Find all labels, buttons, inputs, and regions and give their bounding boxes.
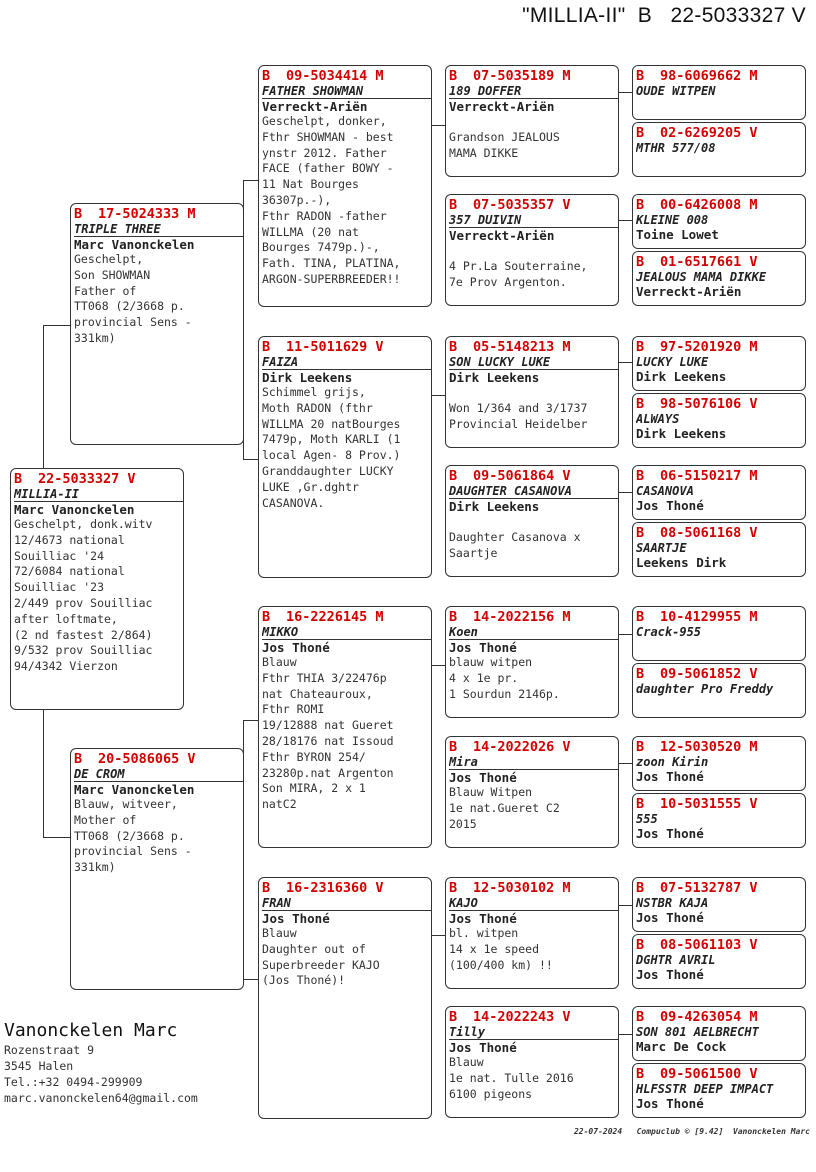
info-line: bl. witpen: [449, 926, 519, 940]
owner: Marc De Cock: [636, 1039, 727, 1054]
owner: Jos Thoné: [636, 769, 704, 784]
info-line: [449, 385, 615, 401]
info-line: Fthr ROMI: [262, 702, 325, 717]
connector: [243, 720, 259, 850]
sex-code: B: [636, 666, 645, 682]
pigeon-card-gen5: [632, 793, 806, 848]
pigeon-name: Crack-955: [636, 625, 702, 639]
sex-code: B: [636, 468, 645, 484]
ring-number: 06-5150217 M: [660, 468, 758, 484]
breeder-phone: Tel.:+32 0494-299909: [4, 1075, 143, 1089]
pigeon-name: SAARTJE: [636, 541, 687, 555]
info-line: Provincial Heidelber: [449, 416, 588, 431]
connector: [431, 935, 445, 1065]
connector: [243, 850, 259, 980]
sex-code: B: [262, 609, 271, 625]
ring-number: 07-5035189 M: [473, 68, 571, 84]
connector: [243, 320, 259, 460]
info-line: blauw witpen: [449, 655, 533, 669]
pigeon-name: OUDE WITPEN: [636, 84, 716, 98]
connector: [618, 905, 632, 963]
pigeon-name: 555: [636, 812, 658, 826]
pigeon-name: daughter Pro Freddy: [636, 682, 774, 696]
breeder-city: 3545 Halen: [4, 1059, 74, 1073]
owner: Jos Thoné: [636, 910, 704, 925]
owner: Dirk Leekens: [262, 370, 353, 385]
pigeon-card-gen3: [258, 606, 432, 848]
owner: Dirk Leekens: [636, 369, 727, 384]
owner: Dirk Leekens: [449, 370, 540, 385]
info-line: Father of: [74, 283, 137, 298]
pigeon-name: 189 DOFFER: [449, 84, 618, 99]
pigeon-name: DGHTR AVRIL: [636, 953, 716, 967]
info-line: natC2: [262, 797, 297, 812]
info-line: ARGON-SUPERBREEDER!!: [262, 271, 401, 286]
owner: Marc Vanonckelen: [14, 502, 135, 517]
info-line: (Jos Thoné)!: [262, 973, 346, 988]
connector: [618, 492, 632, 550]
info-line: CASANOVA.: [262, 495, 325, 510]
info-line: Won 1/364 and 3/1737: [449, 400, 588, 415]
connector: [43, 325, 71, 471]
info-line: LUKE ,Gr.dghtr: [262, 479, 359, 494]
info-line: 2015: [449, 816, 477, 831]
breeder-info: [4, 1020, 198, 1106]
pigeon-name: Tilly: [449, 1025, 618, 1040]
ring-number: 05-5148213 M: [473, 339, 571, 355]
info-line: Geschelpt, donk.witv: [14, 517, 153, 531]
sex-code: B: [636, 525, 645, 541]
connector: [618, 92, 632, 150]
sex-code: B: [636, 937, 645, 953]
print-footer: 22-07-2024 Compuclub © [9.42] Vanonckelen Marc: [573, 1127, 810, 1136]
info-line: Grandson JEALOUS: [449, 129, 560, 144]
pigeon-card-gen3: [258, 65, 432, 307]
sex-code: B: [636, 396, 645, 412]
sex-code: B: [449, 609, 458, 625]
connector: [618, 1034, 632, 1092]
info-line: 12/4673 national: [14, 532, 125, 547]
info-line: Granddaughter LUCKY: [262, 463, 394, 478]
owner: Leekens Dirk: [636, 555, 727, 570]
info-line: MAMA DIKKE: [449, 145, 519, 160]
info-line: TT068 (2/3668 p.: [74, 299, 185, 314]
sex-code: B: [262, 339, 271, 355]
owner: Verreckt-Ariën: [262, 99, 368, 114]
ring-number: 00-6426008 M: [660, 197, 758, 213]
sex-code: B: [636, 68, 645, 84]
pigeon-card-gen5: [632, 393, 806, 448]
info-line: (2 nd fastest 2/864): [14, 627, 153, 642]
info-line: 94/4342 Vierzon: [14, 659, 118, 674]
sex-code: B: [74, 206, 83, 222]
info-line: Fath. TINA, PLATINA,: [262, 256, 401, 271]
info-line: 36307p.-),: [262, 192, 332, 207]
info-line: 7479p, Moth KARLI (1: [262, 432, 401, 447]
connector: [431, 665, 445, 795]
info-line: nat Chateauroux,: [262, 686, 373, 701]
info-line: Blauw: [262, 655, 297, 669]
info-line: (100/400 km) !!: [449, 957, 553, 972]
ring-number: 17-5024333 M: [98, 206, 196, 222]
pigeon-name: SON 801 AELBRECHT: [636, 1025, 759, 1039]
pigeon-name: LUCKY LUKE: [636, 355, 709, 369]
info-line: 7e Prov Argenton.: [449, 274, 567, 289]
owner: Marc Vanonckelen: [74, 782, 195, 797]
owner: Jos Thoné: [449, 640, 517, 655]
info-line: provincial Sens -: [74, 844, 192, 859]
owner: Verreckt-Ariën: [636, 284, 742, 299]
pedigree-title: "MILLIA-II" B 22-5033327 V: [522, 4, 806, 27]
info-line: TT068 (2/3668 p.: [74, 828, 185, 843]
ring-number: 10-4129955 M: [660, 609, 758, 625]
ring-number: 08-5061103 V: [660, 937, 758, 953]
info-line: [449, 114, 615, 130]
sex-code: B: [262, 880, 271, 896]
pigeon-card-gen4: [445, 877, 619, 989]
sex-code: B: [636, 339, 645, 355]
info-line: 23280p.nat Argenton: [262, 765, 394, 780]
info-line: WILLMA 20 natBourges: [262, 416, 401, 431]
ring-number: 02-6269205 V: [660, 125, 758, 141]
info-line: [449, 243, 615, 259]
info-line: Schimmel grijs,: [262, 385, 366, 399]
pigeon-card-gen5: [632, 736, 806, 791]
owner: Dirk Leekens: [449, 499, 540, 514]
owner: Verreckt-Ariën: [449, 228, 555, 243]
pigeon-card-gen5: [632, 336, 806, 391]
pigeon-name: ALWAYS: [636, 412, 680, 426]
pigeon-card-dam: [70, 748, 244, 990]
info-line: 331km): [74, 860, 116, 875]
sex-code: B: [636, 739, 645, 755]
pigeon-name: NSTBR KAJA: [636, 896, 709, 910]
pigeon-card-gen4: [445, 465, 619, 577]
pigeon-card-sire: [70, 203, 244, 445]
breeder-email: marc.vanonckelen64@gmail.com: [4, 1091, 198, 1105]
info-line: Blauw: [449, 1055, 484, 1069]
sex-code: B: [636, 880, 645, 896]
pigeon-name: FAIZA: [262, 355, 431, 370]
info-line: Blauw, witveer,: [74, 797, 178, 811]
sex-code: B: [449, 68, 458, 84]
owner: Marc Vanonckelen: [74, 237, 195, 252]
pigeon-name: FRAN: [262, 896, 431, 911]
pigeon-name: HLFSSTR DEEP IMPACT: [636, 1082, 774, 1096]
info-line: after loftmate,: [14, 611, 118, 626]
connector: [618, 220, 632, 278]
pigeon-card-gen4: [445, 194, 619, 306]
pigeon-card-gen5: [632, 65, 806, 120]
owner: Verreckt-Ariën: [449, 99, 555, 114]
info-line: 1 Sourdun 2146p.: [449, 686, 560, 701]
pigeon-name: Mira: [449, 755, 618, 770]
pigeon-card-gen3: [258, 336, 432, 578]
ring-number: 09-4263054 M: [660, 1009, 758, 1025]
ring-number: 22-5033327 V: [38, 471, 136, 487]
owner: Jos Thoné: [636, 967, 704, 982]
info-line: Daughter out of: [262, 941, 366, 956]
connector: [431, 125, 445, 255]
info-line: 1e nat. Tulle 2016: [449, 1070, 574, 1085]
sex-code: B: [636, 609, 645, 625]
ring-number: 09-5061500 V: [660, 1066, 758, 1082]
ring-number: 16-2226145 M: [286, 609, 384, 625]
info-line: ynstr 2012. Father: [262, 145, 387, 160]
pigeon-card-gen4: [445, 65, 619, 177]
owner: Jos Thoné: [449, 911, 517, 926]
pigeon-card-subject: [10, 468, 184, 710]
connector: [618, 362, 632, 420]
sex-code: B: [636, 1066, 645, 1082]
pigeon-card-gen5: [632, 934, 806, 989]
ring-number: 01-6517661 V: [660, 254, 758, 270]
ring-number: 98-6069662 M: [660, 68, 758, 84]
pigeon-card-gen5: [632, 522, 806, 577]
info-line: 72/6084 national: [14, 564, 125, 579]
pigeon-name: JEALOUS MAMA DIKKE: [636, 270, 767, 284]
owner: Jos Thoné: [262, 640, 330, 655]
connector: [618, 763, 632, 821]
owner: Jos Thoné: [636, 1096, 704, 1111]
info-line: WILLMA (20 nat: [262, 224, 359, 239]
info-line: Superbreeder KAJO: [262, 957, 380, 972]
info-line: Geschelpt,: [74, 252, 144, 266]
pigeon-card-gen5: [632, 1006, 806, 1061]
info-line: Geschelpt, donker,: [262, 114, 387, 128]
pigeon-card-gen3: [258, 877, 432, 1119]
connector: [243, 180, 259, 320]
sex-code: B: [262, 68, 271, 84]
info-line: 14 x 1e speed: [449, 941, 540, 956]
pigeon-card-gen5: [632, 606, 806, 661]
sex-code: B: [74, 751, 83, 767]
pigeon-name: MTHR 577/08: [636, 141, 716, 155]
info-line: 11 Nat Bourges: [262, 177, 359, 192]
info-line: [449, 514, 615, 530]
info-line: 4 Pr.La Souterraine,: [449, 258, 588, 273]
pigeon-name: DAUGHTER CASANOVA: [449, 484, 618, 499]
info-line: 9/532 prov Souilliac: [14, 643, 153, 658]
pigeon-name: KLEINE 008: [636, 213, 709, 227]
pigeon-card-gen5: [632, 122, 806, 177]
sex-code: B: [636, 125, 645, 141]
ring-number: 16-2316360 V: [286, 880, 384, 896]
pigeon-card-gen5: [632, 465, 806, 520]
sex-code: B: [636, 254, 645, 270]
pigeon-card-gen4: [445, 606, 619, 718]
info-line: 4 x 1e pr.: [449, 670, 519, 685]
sex-code: B: [14, 471, 23, 487]
pigeon-card-gen5: [632, 251, 806, 306]
sex-code: B: [449, 880, 458, 896]
pigeon-card-gen5: [632, 877, 806, 932]
info-line: Mother of: [74, 812, 137, 827]
pigeon-name: MIKKO: [262, 625, 431, 640]
ring-number: 07-5132787 V: [660, 880, 758, 896]
pigeon-name: Koen: [449, 625, 618, 640]
info-line: 6100 pigeons: [449, 1086, 533, 1101]
info-line: Fthr THIA 3/22476p: [262, 670, 387, 685]
pigeon-name: CASANOVA: [636, 484, 694, 498]
sex-code: B: [636, 197, 645, 213]
owner: Toine Lowet: [636, 227, 719, 242]
info-line: Fthr RADON -father: [262, 208, 387, 223]
info-line: Fthr BYRON 254/: [262, 749, 366, 764]
ring-number: 97-5201920 M: [660, 339, 758, 355]
breeder-street: Rozenstraat 9: [4, 1043, 95, 1057]
pigeon-name: 357 DUIVIN: [449, 213, 618, 228]
info-line: Fthr SHOWMAN - best: [262, 129, 394, 144]
sex-code: B: [449, 1009, 458, 1025]
ring-number: 20-5086065 V: [98, 751, 196, 767]
ring-number: 11-5011629 V: [286, 339, 384, 355]
info-line: Son MIRA, 2 x 1: [262, 781, 366, 796]
info-line: 331km): [74, 330, 116, 345]
pigeon-card-gen5: [632, 663, 806, 718]
info-line: 2/449 prov Souilliac: [14, 595, 153, 610]
ring-number: 12-5030520 M: [660, 739, 758, 755]
info-line: Bourges 7479p.)-,: [262, 240, 380, 255]
info-line: Moth RADON (fthr: [262, 400, 373, 415]
ring-number: 14-2022156 M: [473, 609, 571, 625]
info-line: 19/12888 nat Gueret: [262, 718, 394, 733]
info-line: Son SHOWMAN: [74, 267, 151, 282]
ring-number: 14-2022026 V: [473, 739, 571, 755]
info-line: 28/18176 nat Issoud: [262, 733, 394, 748]
info-line: Blauw: [262, 926, 297, 940]
pigeon-name: FATHER SHOWMAN: [262, 84, 431, 99]
ring-number: 12-5030102 M: [473, 880, 571, 896]
sex-code: B: [449, 468, 458, 484]
ring-number: 09-5061852 V: [660, 666, 758, 682]
sex-code: B: [449, 339, 458, 355]
info-line: 1e nat.Gueret C2: [449, 800, 560, 815]
connector: [618, 634, 632, 692]
sex-code: B: [636, 1009, 645, 1025]
ring-number: 14-2022243 V: [473, 1009, 571, 1025]
pigeon-card-gen4: [445, 336, 619, 448]
sex-code: B: [636, 796, 645, 812]
info-line: Saartje: [449, 545, 498, 560]
ring-number: 10-5031555 V: [660, 796, 758, 812]
owner: Jos Thoné: [262, 911, 330, 926]
info-line: provincial Sens -: [74, 315, 192, 330]
owner: Dirk Leekens: [636, 426, 727, 441]
ring-number: 09-5061864 V: [473, 468, 571, 484]
pigeon-card-gen5: [632, 1063, 806, 1118]
owner: Jos Thoné: [636, 826, 704, 841]
pigeon-name: KAJO: [449, 896, 618, 911]
owner: Jos Thoné: [449, 770, 517, 785]
info-line: Souilliac '23: [14, 580, 105, 595]
pigeon-name: TRIPLE THREE: [74, 222, 243, 237]
ring-number: 07-5035357 V: [473, 197, 571, 213]
breeder-name: Vanonckelen Marc: [4, 1020, 178, 1041]
pigeon-name: SON LUCKY LUKE: [449, 355, 618, 370]
info-line: Souilliac '24: [14, 548, 105, 563]
pigeon-name: DE CROM: [74, 767, 243, 782]
ring-number: 09-5034414 M: [286, 68, 384, 84]
pigeon-card-gen4: [445, 736, 619, 848]
pigeon-name: zoon Kirin: [636, 755, 709, 769]
connector: [431, 395, 445, 525]
pigeon-card-gen4: [445, 1006, 619, 1118]
info-line: local Agen- 8 Prov.): [262, 448, 401, 463]
sex-code: B: [449, 739, 458, 755]
info-line: Blauw Witpen: [449, 785, 533, 799]
ring-number: 98-5076106 V: [660, 396, 758, 412]
owner: Jos Thoné: [449, 1040, 517, 1055]
pigeon-name: MILLIA-II: [14, 487, 183, 502]
connector: [43, 708, 71, 838]
owner: Jos Thoné: [636, 498, 704, 513]
info-line: Daughter Casanova x: [449, 529, 581, 544]
sex-code: B: [449, 197, 458, 213]
info-line: FACE (father BOWY -: [262, 161, 394, 176]
pigeon-card-gen5: [632, 194, 806, 249]
ring-number: 08-5061168 V: [660, 525, 758, 541]
